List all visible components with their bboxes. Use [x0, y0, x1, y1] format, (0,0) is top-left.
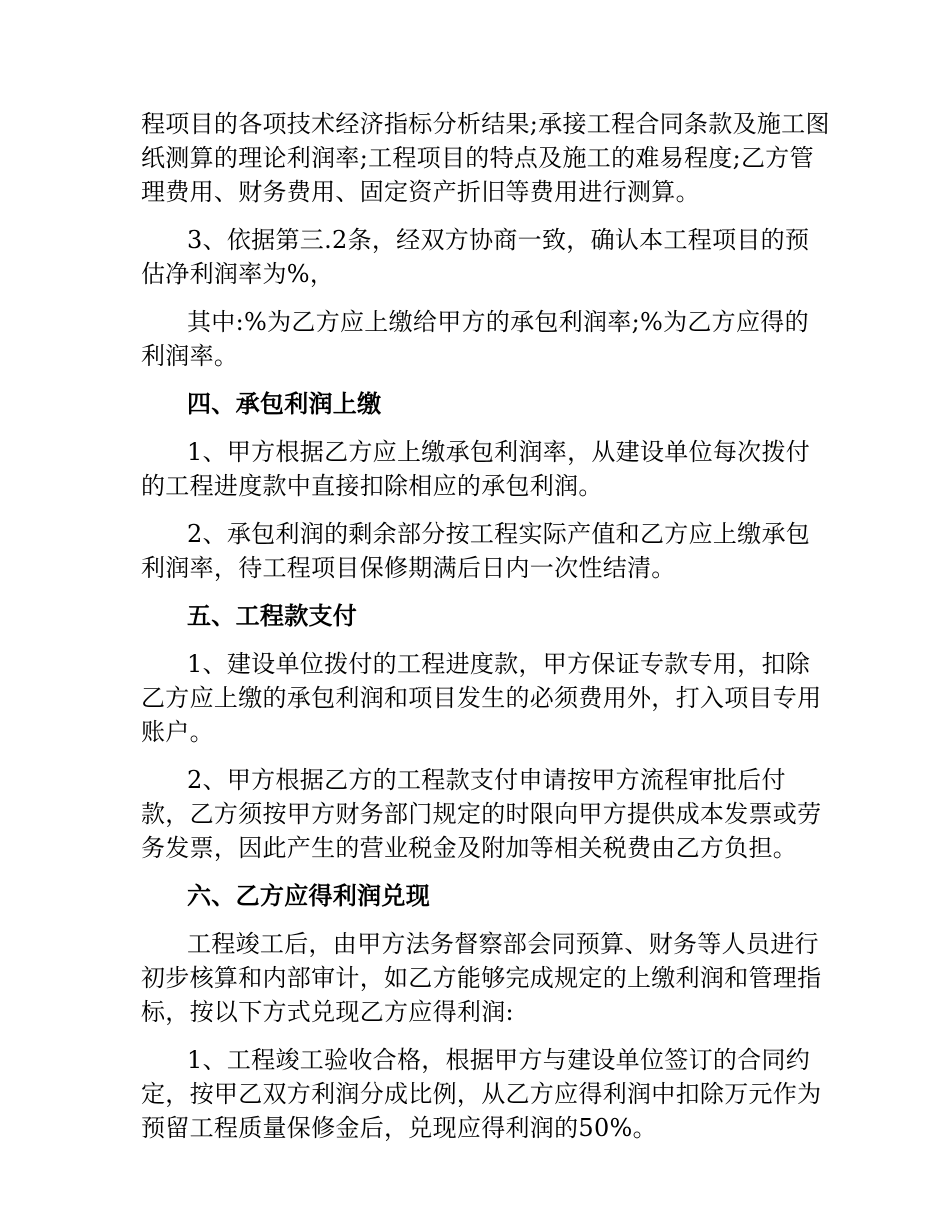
paragraph-3-3: 3、依据第三.2条，经双方协商一致，确认本工程项目的预估净利润率为%，	[141, 226, 810, 288]
paragraph-4-2: 2、承包利润的剩余部分按工程实际产值和乙方应上缴承包利润率，待工程项目保修期满后日内一次性结清。	[141, 520, 811, 582]
section-heading-4: 四、承包利润上缴	[187, 390, 382, 418]
paragraph-5-2: 2、甲方根据乙方的工程款支付申请按甲方流程审批后付款，乙方须按甲方财务部门规定的时限向甲方提供成本发票或劳务发票，因此产生的营业税金及附加等相关税费由乙方负担。	[141, 766, 822, 862]
section-heading-6: 六、乙方应得利润兑现	[187, 882, 430, 910]
section-heading-5: 五、工程款支付	[187, 602, 358, 630]
paragraph-5-1: 1、建设单位拨付的工程进度款，甲方保证专款专用，扣除乙方应上缴的承包利润和项目发生的必须费用外，打入项目专用账户。	[141, 650, 822, 746]
paragraph-6-intro: 工程竣工后，由甲方法务督察部会同预算、财务等人员进行初步核算和内部审计，如乙方能够完成规定的上缴利润和管理指标，按以下方式兑现乙方应得利润:	[141, 930, 822, 1026]
document-body	[141, 107, 831, 1159]
paragraph-4-1: 1、甲方根据乙方应上缴承包利润率，从建设单位每次拨付的工程进度款中直接扣除相应的承包利润。	[141, 438, 811, 500]
paragraph-6-1: 1、工程竣工验收合格，根据甲方与建设单位签订的合同约定，按甲乙双方利润分成比例，从乙方应得利润中扣除万元作为预留工程质量保修金后，兑现应得利润的50%。	[141, 1046, 822, 1142]
paragraph-intro: 程项目的各项技术经济指标分析结果;承接工程合同条款及施工图纸测算的理论利润率;工程项目的特点及施工的难易程度;乙方管理费用、财务费用、固定资产折旧等费用进行测算。	[141, 110, 830, 206]
paragraph-3-3-detail: 其中:%为乙方应上缴给甲方的承包利润率;%为乙方应得的利润率。	[141, 308, 809, 370]
